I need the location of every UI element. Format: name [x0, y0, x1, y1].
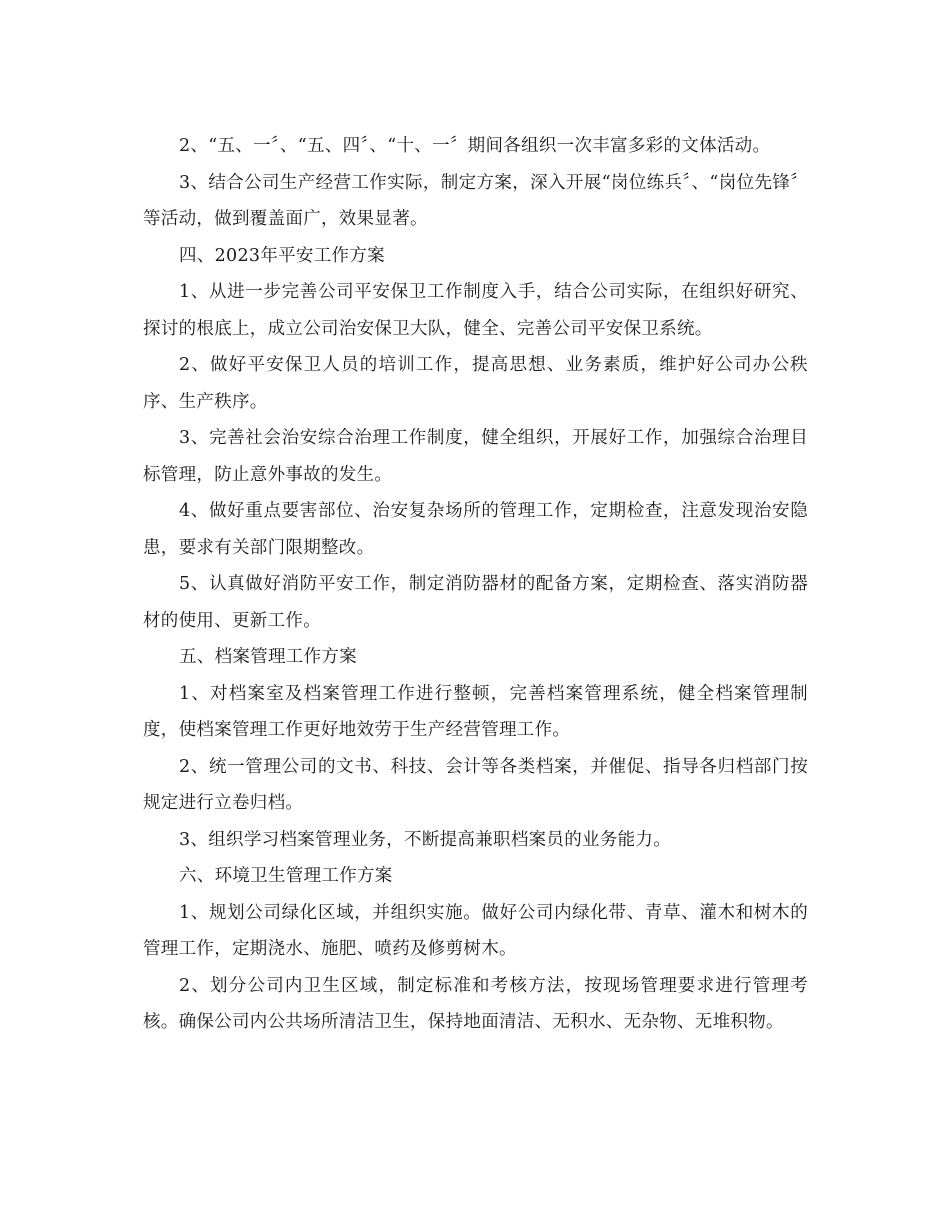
paragraph-hygiene-zones: 2、划分公司内卫生区域，制定标准和考核方法，按现场管理要求进行管理考核。确保公司内公共场所清洁卫生，保持地面清洁、无积水、无杂物、无堆积物。: [143, 975, 808, 1032]
section-heading-archive-management: 五、档案管理工作方案: [179, 647, 357, 667]
paragraph-key-areas-inspection: 4、做好重点要害部位、治安复杂场所的管理工作，定期检查，注意发现治安隐患，要求有关部门限期整改。: [143, 501, 808, 558]
paragraph-job-training-activities: 3、结合公司生产经营工作实际，制定方案，深入开展“岗位练兵〞、“岗位先锋〞等活动，做到覆盖面广，效果显著。: [143, 172, 808, 229]
paragraph-activities-may-day: 2、“五、一〞、“五、四〞、“十、一〞期间各组织一次丰富多彩的文体活动。: [179, 136, 771, 156]
section-heading-environment-hygiene: 六、环境卫生管理工作方案: [179, 866, 393, 886]
paragraph-fire-safety: 5、认真做好消防平安工作，制定消防器材的配备方案，定期检查、落实消防器材的使用、更新工作。: [143, 574, 808, 631]
paragraph-archive-unified-management: 2、统一管理公司的文书、科技、会计等各类档案，并催促、指导各归档部门按规定进行立卷归档。: [143, 756, 808, 813]
paragraph-safety-training: 2、做好平安保卫人员的培训工作，提高思想、业务素质，维护好公司办公秩序、生产秩序。: [143, 355, 808, 412]
paragraph-public-security: 3、完善社会治安综合治理工作制度，健全组织，开展好工作，加强综合治理目标管理，防止意外事故的发生。: [143, 428, 808, 485]
section-heading-safety-plan: 四、2023年平安工作方案: [179, 245, 385, 266]
document-body: [143, 128, 808, 1041]
paragraph-archive-training: 3、组织学习档案管理业务，不断提高兼职档案员的业务能力。: [179, 829, 672, 850]
paragraph-greening-plan: 1、规划公司绿化区域，并组织实施。做好公司内绿化带、青草、灌木和树木的管理工作，定期浇水、施肥、喷药及修剪树木。: [143, 902, 808, 959]
paragraph-safety-system: 1、从进一步完善公司平安保卫工作制度入手，结合公司实际，在组织好研究、探讨的根底上，成立公司治安保卫大队，健全、完善公司平安保卫系统。: [143, 282, 808, 339]
paragraph-archive-reorganization: 1、对档案室及档案管理工作进行整顿，完善档案管理系统，健全档案管理制度，使档案管理工作更好地效劳于生产经营管理工作。: [143, 683, 808, 740]
